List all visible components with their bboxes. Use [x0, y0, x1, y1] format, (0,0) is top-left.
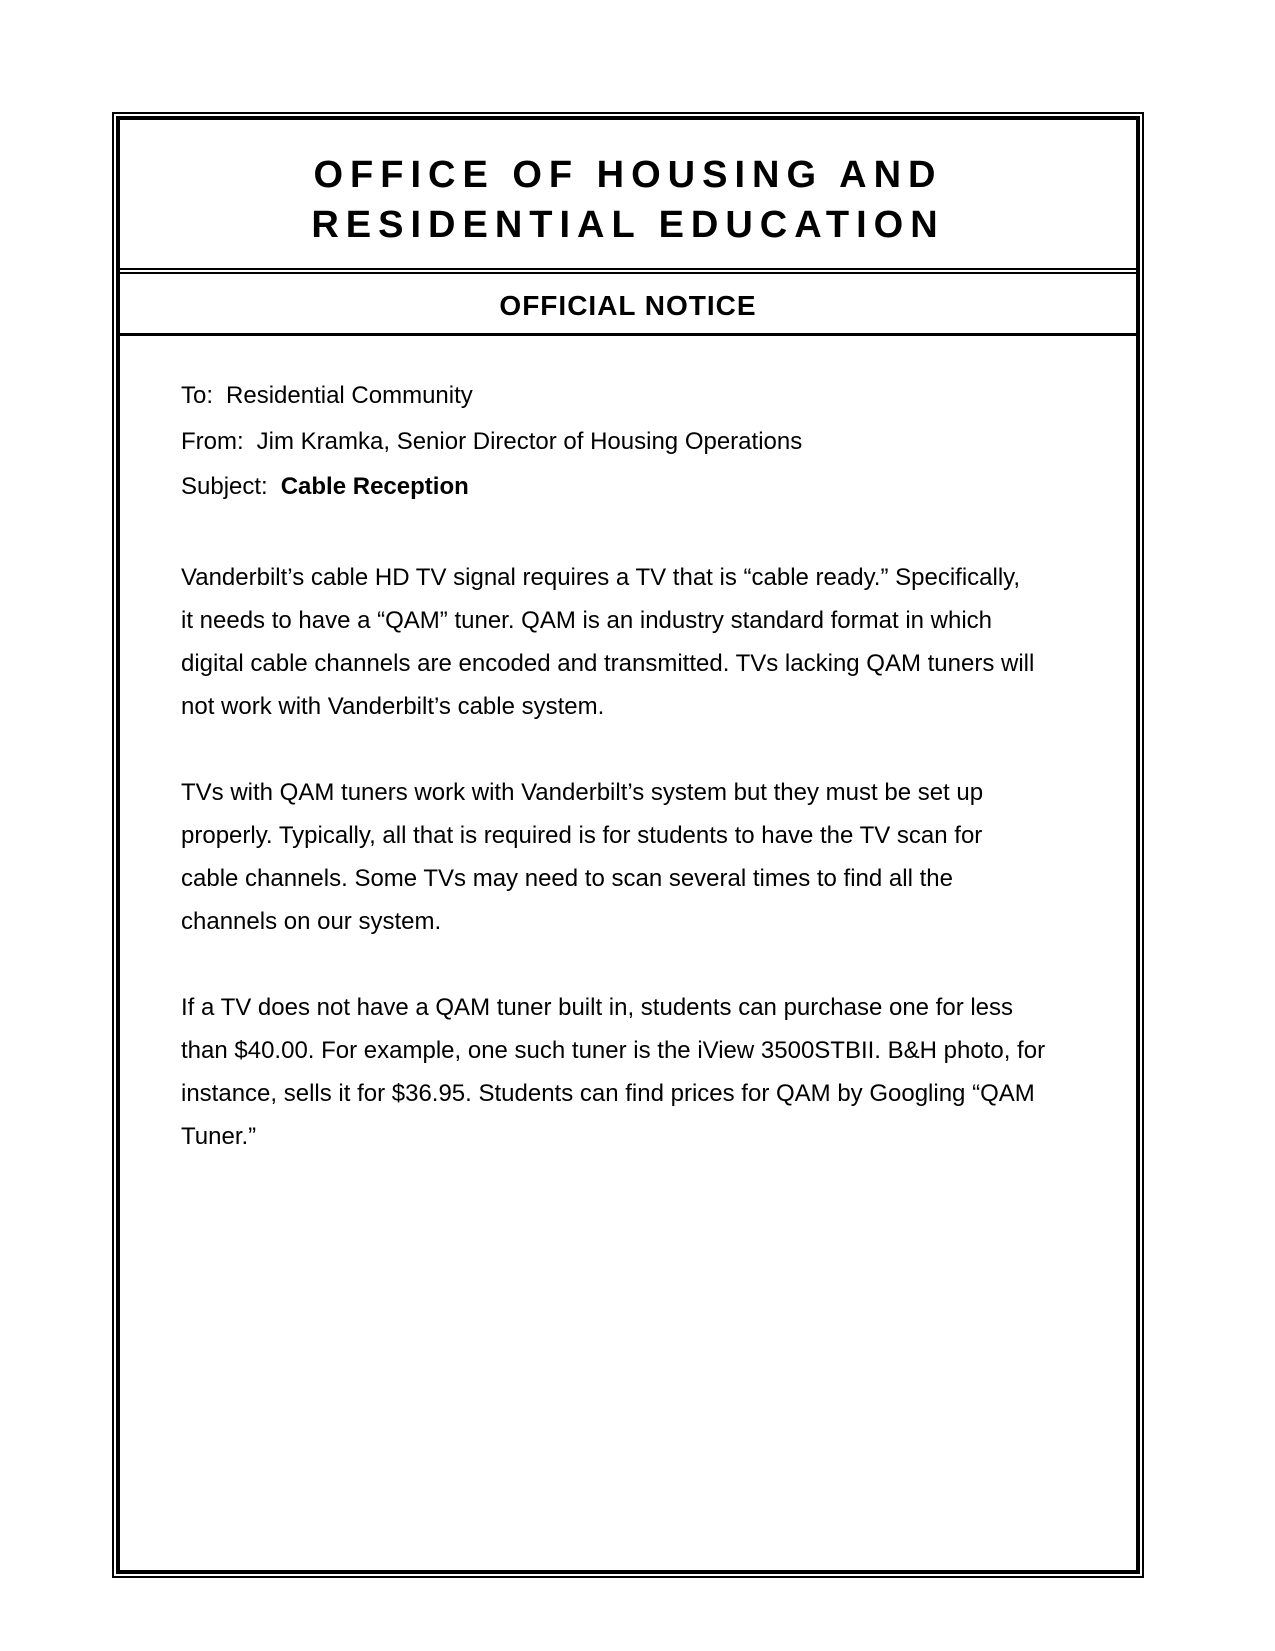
memo-to-value: Residential Community [226, 382, 473, 409]
memo-subject-row [181, 464, 1079, 510]
letterhead-title-line-1: OFFICE OF HOUSING AND [313, 154, 943, 196]
paragraph-line: not work with Vanderbilt’s cable system. [181, 692, 605, 720]
body-paragraph [181, 986, 1079, 1158]
memo-subject-label: Subject: [181, 473, 268, 500]
paragraph-line: cable channels. Some TVs may need to scan several times to find all the [181, 864, 953, 892]
paragraph-line: digital cable channels are encoded and transmitted. TVs lacking QAM tuners will [181, 649, 1035, 677]
memo-subject-value: Cable Reception [280, 473, 469, 500]
memo-from-label: From: [181, 427, 244, 455]
paragraph-line: Tuner.” [181, 1122, 257, 1150]
paragraph-line: If a TV does not have a QAM tuner built in, students can purchase one for less [181, 993, 1014, 1021]
paragraphs [181, 556, 1079, 1158]
memo-from-value: Jim Kramka, Senior Director of Housing Operations [256, 427, 803, 455]
memo-header [181, 373, 1079, 510]
memo-from-row [181, 419, 1079, 465]
letterhead-title-line-2: RESIDENTIAL EDUCATION [311, 204, 945, 246]
memo-to-row [181, 373, 1079, 419]
letterhead [120, 120, 1136, 270]
body-paragraph [181, 556, 1079, 728]
paragraph-line: than $40.00. For example, one such tuner is the iView 3500STBII. B&H photo, for [181, 1036, 1046, 1064]
notice-frame [112, 112, 1144, 1578]
paragraph-line: channels on our system. [181, 907, 442, 935]
notice-banner [120, 272, 1136, 336]
paragraph-line: it needs to have a “QAM” tuner. QAM is an industry standard format in which [181, 606, 993, 634]
notice-banner-label: OFFICIAL NOTICE [499, 290, 757, 321]
notice-body [120, 336, 1136, 1570]
paragraph-line: properly. Typically, all that is required is for students to have the TV scan for [181, 821, 983, 849]
notice-frame-inner [116, 116, 1140, 1574]
body-paragraph [181, 771, 1079, 943]
paragraph-line: Vanderbilt’s cable HD TV signal requires a TV that is “cable ready.” Specifically, [181, 563, 1021, 591]
memo-to-label: To: [181, 382, 214, 409]
paragraph-line: instance, sells it for $36.95. Students can find prices for QAM by Googling “QAM [181, 1079, 1035, 1107]
paragraph-line: TVs with QAM tuners work with Vanderbilt’s system but they must be set up [181, 778, 984, 806]
